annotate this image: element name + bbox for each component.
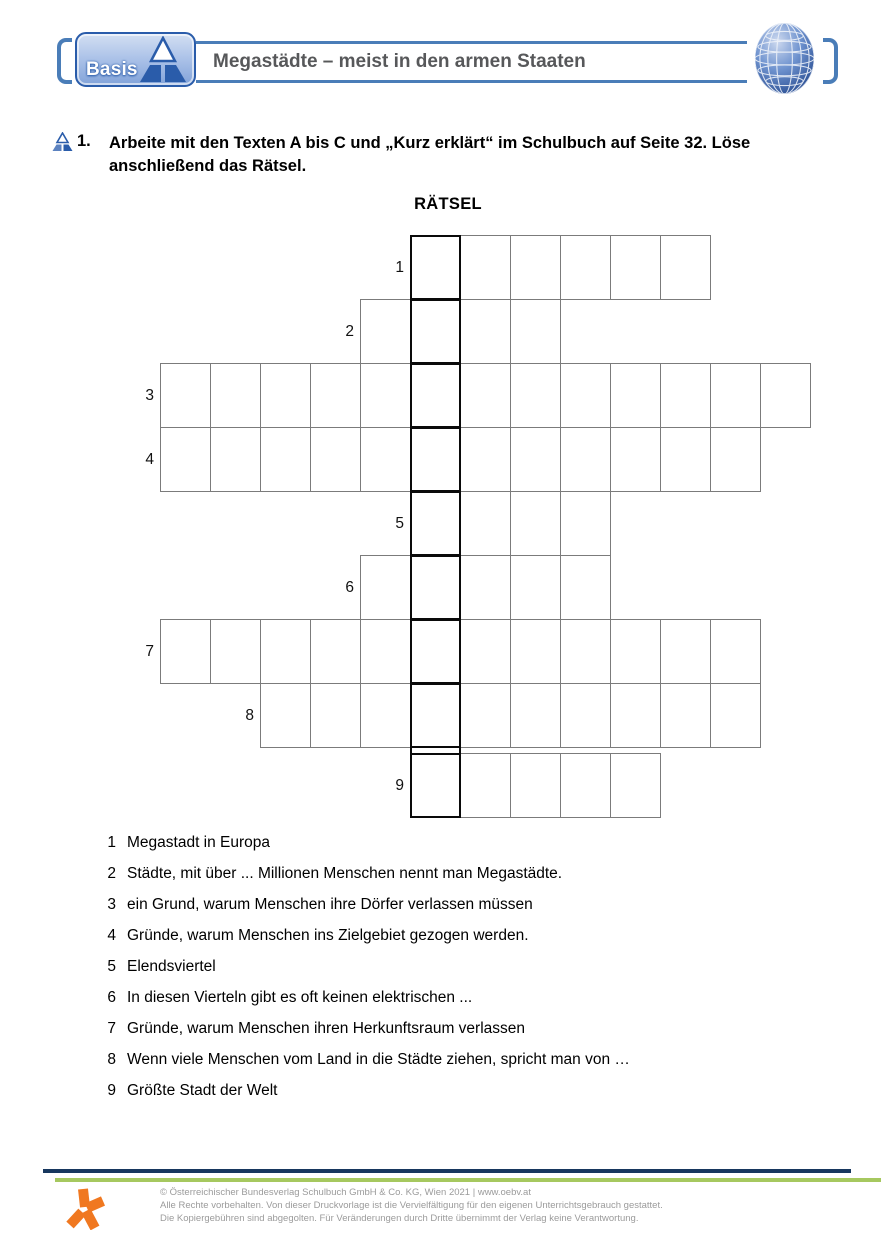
cell-row4-col9[interactable] xyxy=(560,427,611,492)
row-number-3: 3 xyxy=(145,387,154,404)
row-number-4: 4 xyxy=(145,451,154,468)
cell-row3-col9[interactable] xyxy=(560,363,611,428)
globe-icon xyxy=(753,22,816,101)
clue-item-number: 8 xyxy=(107,1051,116,1068)
cell-row9-col3[interactable] xyxy=(510,753,561,818)
clue-item-number: 9 xyxy=(107,1082,116,1099)
cell-row1-col3[interactable] xyxy=(510,235,561,300)
crossword-row-3 xyxy=(145,363,811,428)
cell-row7-col4[interactable] xyxy=(310,619,361,684)
cell-row8-col5[interactable] xyxy=(460,683,511,748)
task-pyramid-icon xyxy=(51,132,74,157)
row-number-9: 9 xyxy=(395,777,404,794)
cell-row9-col2[interactable] xyxy=(460,753,511,818)
cell-row8-col1[interactable] xyxy=(260,683,311,748)
cell-row7-col3[interactable] xyxy=(260,619,311,684)
cell-row1-col6[interactable] xyxy=(660,235,711,300)
cell-row8-col9[interactable] xyxy=(660,683,711,748)
row-number-5: 5 xyxy=(395,515,404,532)
cell-row7-col11[interactable] xyxy=(660,619,711,684)
cell-row5-col4[interactable] xyxy=(560,491,611,556)
clue-item-number: 3 xyxy=(107,896,116,913)
task-instruction-line1: Arbeite mit den Texten A bis C und „Kurz erklärt“ im Schulbuch auf Seite 32. Löse xyxy=(109,134,751,152)
cell-row2-col1[interactable] xyxy=(360,299,411,364)
cell-row6-col5[interactable] xyxy=(560,555,611,620)
cell-row4-col1[interactable] xyxy=(160,427,211,492)
cell-row7-col7[interactable] xyxy=(460,619,511,684)
left-bracket-decoration xyxy=(57,38,72,84)
cell-row3-col2[interactable] xyxy=(210,363,261,428)
clue-item-text: Städte, mit über ... Millionen Menschen nennt man Megastädte. xyxy=(127,865,563,882)
footer-copyright-line2: Alle Rechte vorbehalten. Von dieser Druckvorlage ist die Vervielfältigung für den eigenen Unterrichtsgebrauch gestattet. xyxy=(160,1200,663,1211)
clue-item-9 xyxy=(102,1082,630,1101)
cell-row3-col11[interactable] xyxy=(660,363,711,428)
page-title: Megastädte – meist in den armen Staaten xyxy=(213,51,586,72)
cell-row3-col4[interactable] xyxy=(310,363,361,428)
clue-item-text: In diesen Vierteln gibt es oft keinen elektrischen ... xyxy=(127,989,473,1006)
clue-item-number: 5 xyxy=(107,958,116,975)
cell-row6-col1[interactable] xyxy=(360,555,411,620)
clue-item-text: Wenn viele Menschen vom Land in die Städte ziehen, spricht man von … xyxy=(127,1051,630,1068)
clue-item-number: 7 xyxy=(107,1020,116,1037)
clue-item-text: Elendsviertel xyxy=(127,958,216,975)
cell-row2-col4[interactable] xyxy=(510,299,561,364)
clue-item-8 xyxy=(102,1051,630,1070)
clue-item-7 xyxy=(102,1020,630,1039)
right-bracket-decoration xyxy=(823,38,838,84)
cell-row3-col1[interactable] xyxy=(160,363,211,428)
clue-item-number: 1 xyxy=(107,834,116,851)
row-number-7: 7 xyxy=(145,643,154,660)
cell-row9-col5[interactable] xyxy=(610,753,661,818)
pyramid-icon xyxy=(137,36,189,90)
footer-copyright-line3: Die Kopiergebühren sind abgegolten. Für Veränderungen durch Dritte übernimmt der Verlag keine Verantwortung. xyxy=(160,1213,639,1224)
cell-row8-col2[interactable] xyxy=(310,683,361,748)
cell-row4-col11[interactable] xyxy=(660,427,711,492)
cell-row1-col5[interactable] xyxy=(610,235,661,300)
cell-row7-col8[interactable] xyxy=(510,619,561,684)
row-number-2: 2 xyxy=(345,323,354,340)
solution-column-bridge xyxy=(410,746,461,761)
cell-row8-col6[interactable] xyxy=(510,683,561,748)
cell-row1-col4[interactable] xyxy=(560,235,611,300)
crossword-row-2 xyxy=(345,299,561,364)
cell-row3-col12[interactable] xyxy=(710,363,761,428)
footer-rule-navy xyxy=(43,1169,851,1173)
cell-row5-col3[interactable] xyxy=(510,491,561,556)
cell-row4-col3[interactable] xyxy=(260,427,311,492)
header-rule-bottom xyxy=(196,80,747,83)
clue-item-3 xyxy=(102,896,630,915)
puzzle-title: RÄTSEL xyxy=(414,195,482,213)
row-number-6: 6 xyxy=(345,579,354,596)
cell-row8-col7[interactable] xyxy=(560,683,611,748)
oebv-star-logo-icon xyxy=(64,1186,106,1235)
cell-row7-col10[interactable] xyxy=(610,619,661,684)
cell-row6-col4[interactable] xyxy=(510,555,561,620)
clue-item-text: Gründe, warum Menschen ihren Herkunftsraum verlassen xyxy=(127,1020,526,1037)
crossword-row-6 xyxy=(345,555,611,620)
crossword-row-8 xyxy=(245,683,761,748)
clue-item-4 xyxy=(102,927,630,946)
cell-row8-col8[interactable] xyxy=(610,683,661,748)
task-number: 1. xyxy=(77,132,91,150)
clue-item-text: Gründe, warum Menschen ins Zielgebiet gezogen werden. xyxy=(127,927,529,944)
cell-row3-col5[interactable] xyxy=(360,363,411,428)
clue-item-6 xyxy=(102,989,630,1008)
cell-row4-col12[interactable] xyxy=(710,427,761,492)
clue-item-text: ein Grund, warum Menschen ihre Dörfer verlassen müssen xyxy=(127,896,533,913)
crossword-row-9 xyxy=(395,753,661,818)
clue-list xyxy=(102,834,630,1113)
clue-item-text: Größte Stadt der Welt xyxy=(127,1082,278,1099)
cell-row3-col13[interactable] xyxy=(760,363,811,428)
crossword-row-1 xyxy=(395,235,711,300)
solution-cell-row3-col6[interactable] xyxy=(410,363,461,428)
cell-row4-col10[interactable] xyxy=(610,427,661,492)
clue-item-5 xyxy=(102,958,630,977)
crossword-row-7 xyxy=(145,619,761,684)
solution-cell-row9-col1[interactable] xyxy=(410,753,461,818)
cell-row3-col10[interactable] xyxy=(610,363,661,428)
solution-cell-row2-col2[interactable] xyxy=(410,299,461,364)
cell-row7-col5[interactable] xyxy=(360,619,411,684)
cell-row9-col4[interactable] xyxy=(560,753,611,818)
crossword-row-4 xyxy=(145,427,761,492)
cell-row2-col3[interactable] xyxy=(460,299,511,364)
solution-cell-row7-col6[interactable] xyxy=(410,619,461,684)
cell-row7-col12[interactable] xyxy=(710,619,761,684)
cell-row5-col2[interactable] xyxy=(460,491,511,556)
cell-row6-col3[interactable] xyxy=(460,555,511,620)
cell-row8-col3[interactable] xyxy=(360,683,411,748)
crossword-row-5 xyxy=(395,491,611,556)
solution-cell-row4-col6[interactable] xyxy=(410,427,461,492)
footer-rule-green xyxy=(55,1178,881,1182)
clue-item-2 xyxy=(102,865,630,884)
cell-row4-col7[interactable] xyxy=(460,427,511,492)
clue-item-number: 6 xyxy=(107,989,116,1006)
solution-cell-row6-col2[interactable] xyxy=(410,555,461,620)
clue-item-text: Megastadt in Europa xyxy=(127,834,271,851)
row-number-1: 1 xyxy=(395,259,404,276)
basis-badge-label: Basis xyxy=(86,59,138,80)
solution-cell-row8-col4[interactable] xyxy=(410,683,461,748)
cell-row4-col4[interactable] xyxy=(310,427,361,492)
cell-row8-col10[interactable] xyxy=(710,683,761,748)
footer-copyright-line1: © Österreichischer Bundesverlag Schulbuch GmbH & Co. KG, Wien 2021 | www.oebv.at xyxy=(160,1187,531,1198)
task-instruction-line2: anschließend das Rätsel. xyxy=(109,156,307,175)
cell-row3-col7[interactable] xyxy=(460,363,511,428)
row-number-8: 8 xyxy=(245,707,254,724)
cell-row4-col2[interactable] xyxy=(210,427,261,492)
clue-item-1 xyxy=(102,834,630,853)
clue-item-number: 2 xyxy=(107,865,116,882)
footer-copyright xyxy=(160,1186,663,1225)
solution-cell-row1-col1[interactable] xyxy=(410,235,461,300)
cell-row3-col3[interactable] xyxy=(260,363,311,428)
clue-item-number: 4 xyxy=(107,927,116,944)
task-instruction xyxy=(109,132,849,177)
solution-cell-row5-col1[interactable] xyxy=(410,491,461,556)
cell-row7-col2[interactable] xyxy=(210,619,261,684)
cell-row4-col5[interactable] xyxy=(360,427,411,492)
basis-badge xyxy=(75,32,196,87)
cell-row1-col2[interactable] xyxy=(460,235,511,300)
cell-row4-col8[interactable] xyxy=(510,427,561,492)
cell-row3-col8[interactable] xyxy=(510,363,561,428)
cell-row7-col1[interactable] xyxy=(160,619,211,684)
cell-row7-col9[interactable] xyxy=(560,619,611,684)
